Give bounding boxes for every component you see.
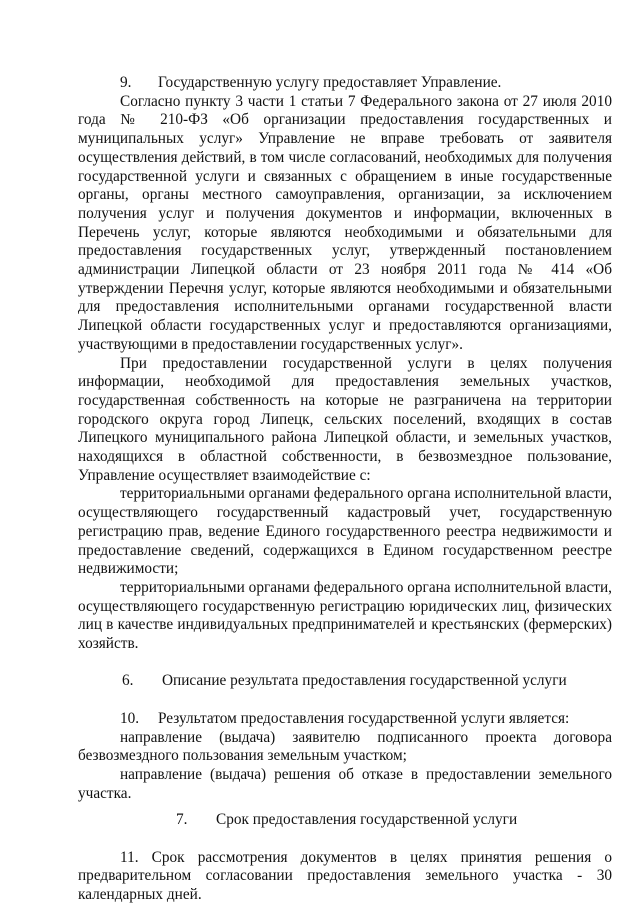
document-page [78, 74, 612, 905]
paragraph-10-refusal: направление (выдача) решения об отказе в предоставлении земельного участка. [78, 765, 612, 802]
paragraph-number: 9. [120, 74, 132, 91]
paragraph-11: 11. Срок рассмотрения документов в целях принятия решения о предварительном согласовании предоставления земельного участка - 30 календарных дней. [78, 848, 612, 904]
paragraph-text: Результатом предоставления государственной услуги является: [158, 709, 570, 727]
section-6-heading [78, 672, 612, 691]
paragraph-9-cadastre: территориальными органами федерального органа исполнительной власти, осуществляющего государственный кадастровый учет, государственную регистрацию прав, ведение Единого государственного реестра недвижимости и предоставление сведений, содержащихся в Едином государственном реестре недвижимости; [78, 485, 612, 578]
paragraph-9 [78, 74, 612, 93]
section-number: 6. [122, 672, 134, 690]
section-title: Срок предоставления государственной услуги [216, 811, 518, 829]
paragraph-10 [78, 710, 612, 729]
paragraph-9-interaction: При предоставлении государственной услуги в целях получения информации, необходимой для предоставления земельных участков, государственная собственность на которые не разграничена на территории городского округа город Липецк, сельских поселений, входящих в состав Липецкого муниципального района Липецкой области, и земельных участков, находящихся в областной собственности, в безвозмездное пользование, Управление осуществляет взаимодействие с: [78, 354, 612, 484]
section-number: 7. [176, 811, 188, 829]
paragraph-9-consent: Согласно пункту 3 части 1 статьи 7 Федерального закона от 27 июля 2010 года № 210-ФЗ «Об организации предоставления государственных и муниципальных услуг» Управление не вправе требовать от заявителя осуществления действий, в том числе согласований, необходимых для получения государственной услуги и связанных с обращением в иные государственные органы, органы местного самоуправления, организации, за исключением получения услуг и получения документов и информации, включенных в Перечень услуг, которые являются необходимыми и обязательными для предоставления государственных услуг, утвержденный постановлением администрации Липецкой области от 23 ноября 2011 года № 414 «Об утверждении Перечня услуг, которые являются необходимыми и обязательными для предоставления исполнительными органами государственной власти Липецкой области государственных услуг и предоставляются организациями, участвующими в предоставлении государственных услуг». [78, 92, 612, 353]
section-7-heading [78, 811, 612, 830]
section-title: Описание результата предоставления государственной услуги [162, 672, 567, 690]
paragraph-9-registration: территориальными органами федерального органа исполнительной власти, осуществляющего государственную регистрацию юридических лиц, физических лиц в качестве индивидуальных предпринимателей и крестьянских (фермерских) хозяйств. [78, 578, 612, 653]
paragraph-10-contract: направление (выдача) заявителю подписанного проекта договора безвозмездного пользования земельным участком; [78, 728, 612, 765]
paragraph-text: Государственную услугу предоставляет Управление. [158, 74, 502, 91]
paragraph-number: 10. [120, 709, 140, 727]
